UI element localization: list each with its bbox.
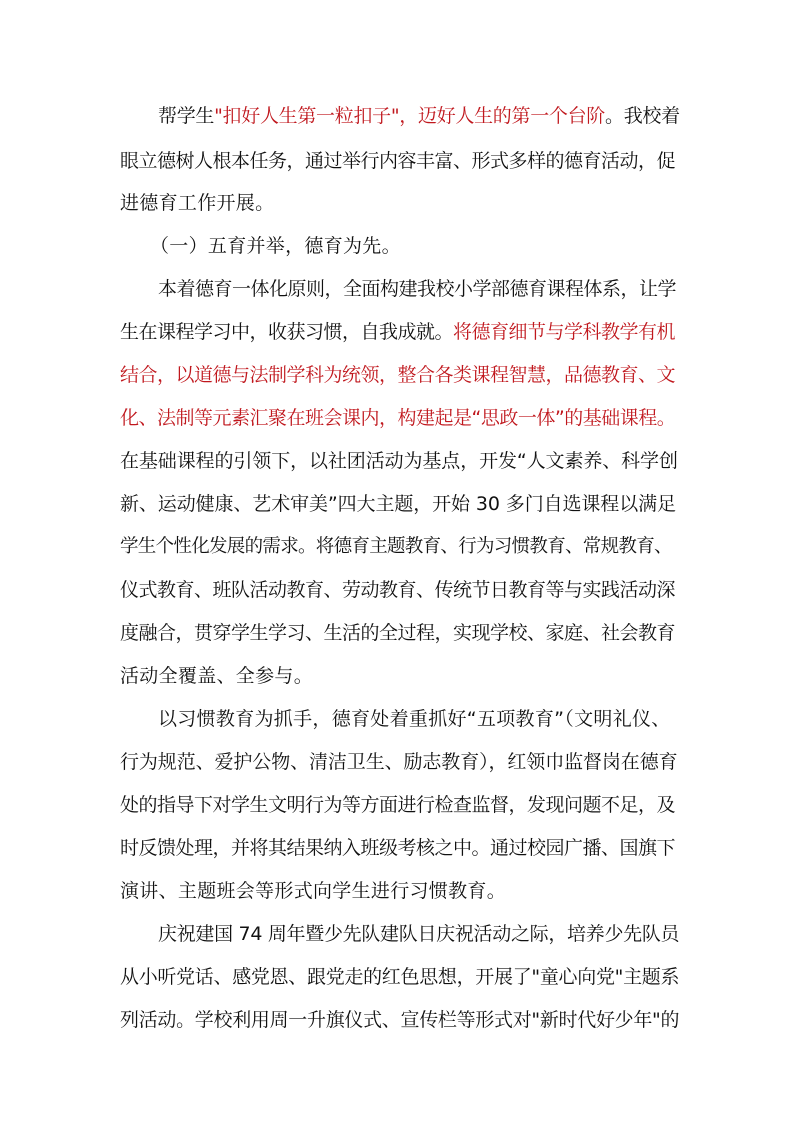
paragraph-line: 庆祝建国 74 周年暨少先队建队日庆祝活动之际，培养少先队员 [158,923,680,945]
paragraph-line: 眼立德树人根本任务，通过举行内容丰富、形式多样的德育活动，促 [120,150,676,172]
paragraph-line: 度融合，贯穿学生学习、生活的全过程，实现学校、家庭、社会教育 [120,622,676,644]
text-run: 帮学生 [158,105,215,127]
paragraph-line: 本着德育一体化原则，全面构建我校小学部德育课程体系，让学 [158,278,677,300]
paragraph-line: 仪式教育、班队活动教育、劳动教育、传统节日教育等与实践活动深 [120,579,676,601]
section-heading: （一）五育并举，德育为先。 [150,235,401,257]
paragraph-line: 在基础课程的引领下，以社团活动为基点，开发“人文素养、科学创 [120,450,678,472]
highlight-text: 将德育细节与学科教学有机 [453,321,676,343]
paragraph-line: 处的指导下对学生文明行为等方面进行检查监督，发现问题不足，及 [120,794,676,816]
paragraph-line: 行为规范、爱护公物、清洁卫生、励志教育），红领巾监督岗在德育 [120,751,678,773]
highlight-line: 化、法制等元素汇聚在班会课内，构建起是“思政一体”的基础课程。 [120,407,676,429]
text-run: 。我校着 [605,105,680,127]
paragraph-line: 以习惯教育为抓手，德育处着重抓好“五项教育”（文明礼仪、 [158,708,671,730]
paragraph-line: 活动全覆盖、全参与。 [120,665,314,687]
paragraph-line: 演讲、主题班会等形式向学生进行习惯教育。 [120,880,507,902]
paragraph-line: 列活动。学校利用周一升旗仪式、宣传栏等形式对"新时代好少年"的 [120,1009,680,1031]
paragraph-line: 学生个性化发展的需求。将德育主题教育、行为习惯教育、常规教育、 [120,536,672,557]
highlight-line: 结合，以道德与法制学科为统领，整合各类课程智慧，品德教育、文 [120,364,676,386]
paragraph-line: 新、运动健康、艺术审美”四大主题，开始 30 多门自选课程以满足 [120,493,676,515]
highlight-text: "扣好人生第一粒扣子"，迈好人生的第一个台阶 [214,105,605,127]
paragraph-line [158,103,680,129]
paragraph-line: 进德育工作开展。 [120,192,275,214]
text-run: 生在课程学习中，收获习惯，自我成就。 [120,321,454,343]
paragraph-line [120,319,680,345]
paragraph-line: 时反馈处理，并将其结果纳入班级考核之中。通过校园广播、国旗下 [120,837,676,859]
paragraph-line: 从小听党话、感党恩、跟党走的红色思想，开展了"童心向党"主题系 [120,966,680,988]
